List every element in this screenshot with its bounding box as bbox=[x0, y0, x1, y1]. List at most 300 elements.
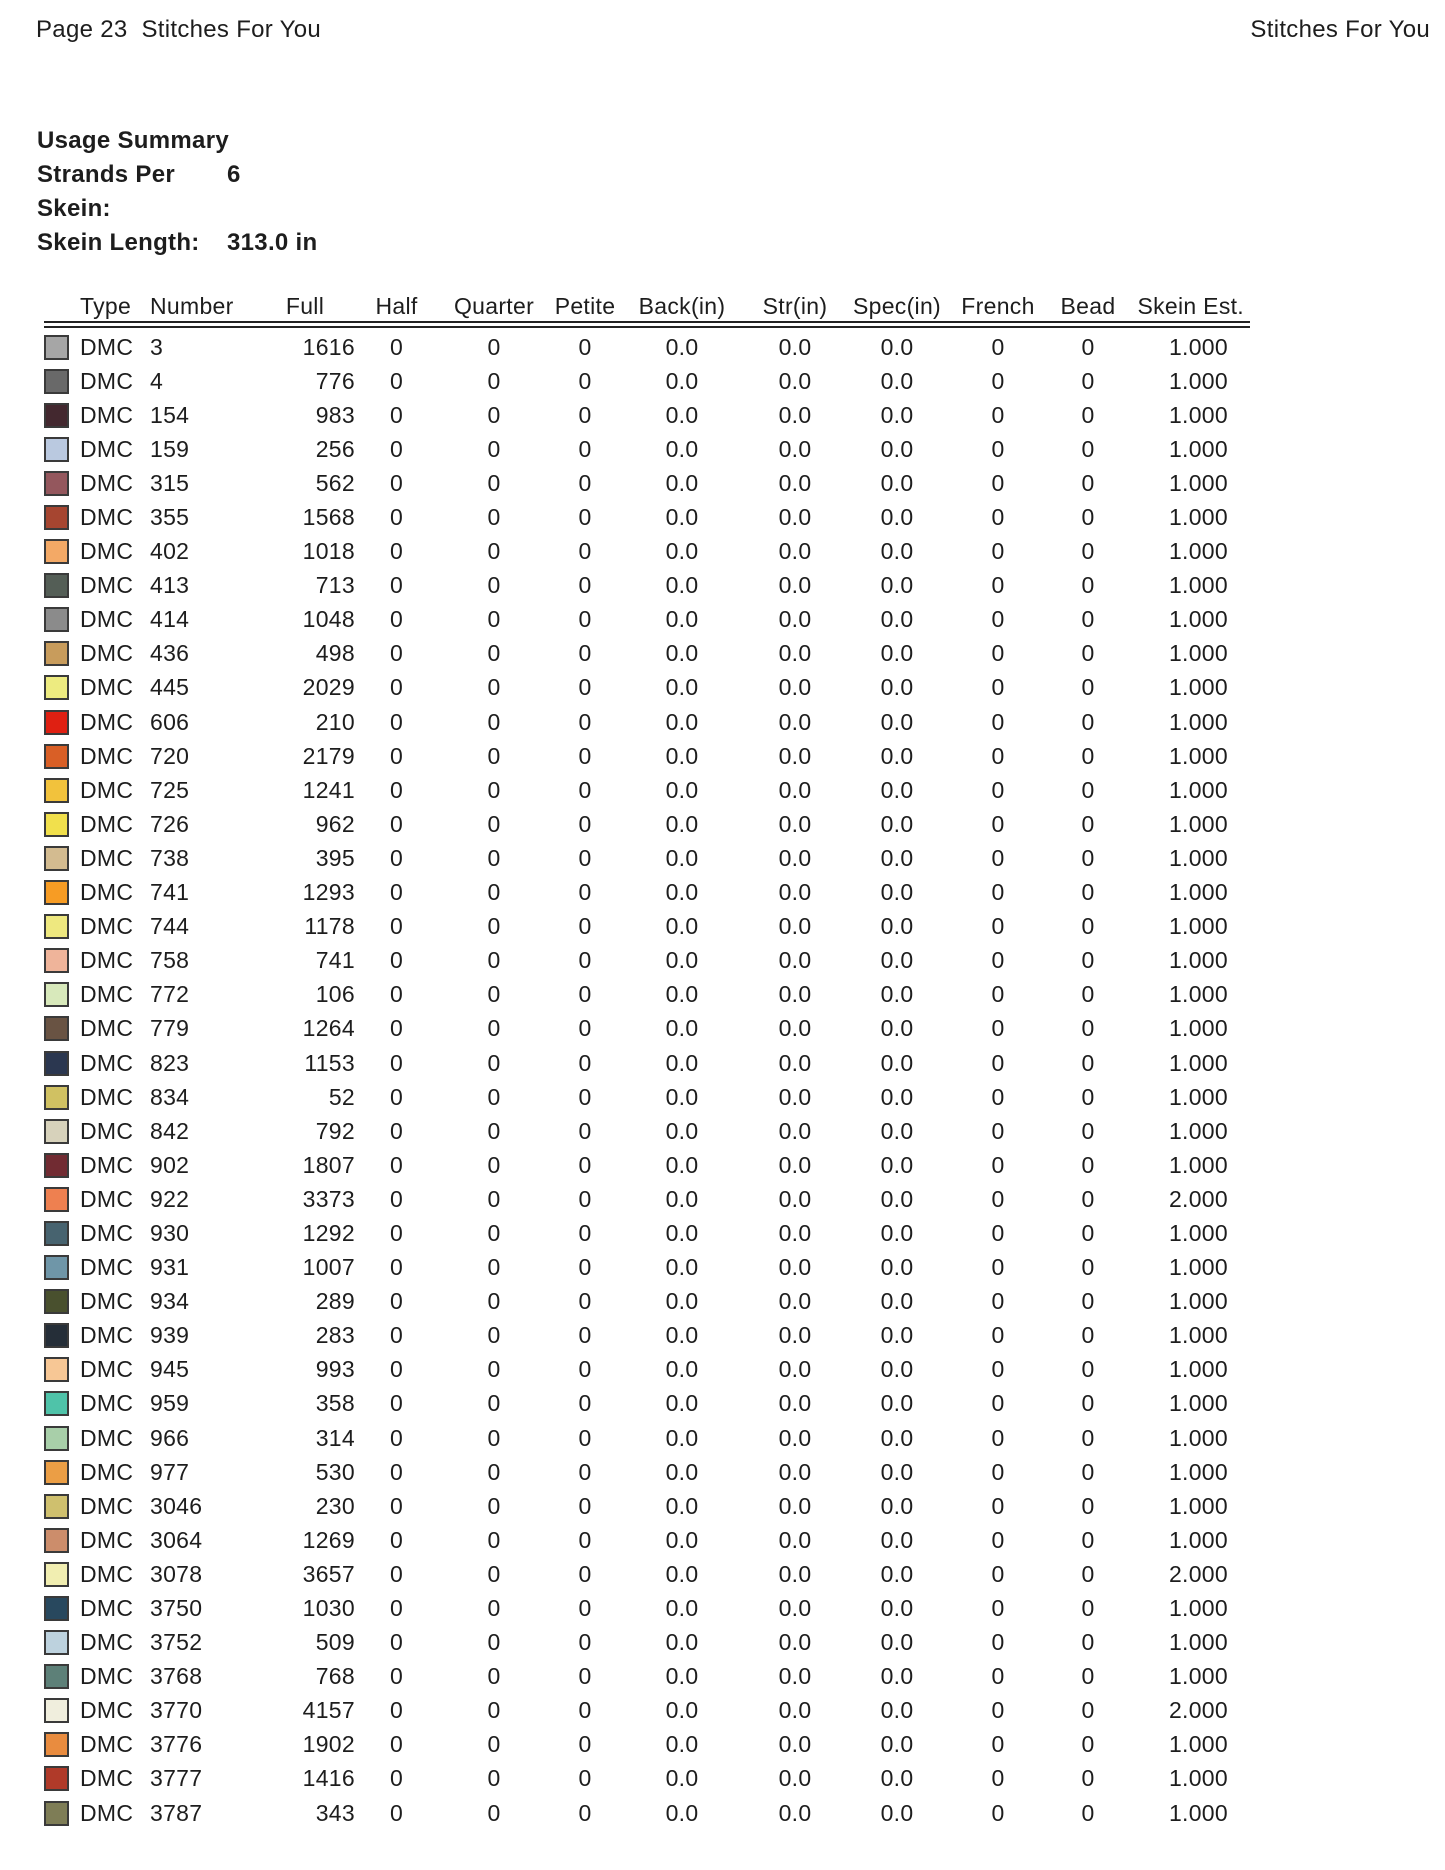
half-cell: 0 bbox=[389, 572, 404, 599]
type-cell: DMC bbox=[80, 640, 134, 667]
number-cell: 4 bbox=[150, 367, 164, 394]
number-cell: 3752 bbox=[150, 1629, 203, 1656]
swatch-cell bbox=[44, 778, 80, 803]
swatch-cell bbox=[44, 505, 80, 530]
full-cell: 1616 bbox=[302, 333, 355, 360]
swatch-cell bbox=[44, 1801, 80, 1826]
type-cell: DMC bbox=[80, 1390, 134, 1417]
color-swatch bbox=[44, 1664, 69, 1689]
back-in-cell: 0.0 bbox=[665, 1560, 699, 1587]
spec-in-cell: 0.0 bbox=[880, 435, 914, 462]
spec-in-cell: 0.0 bbox=[880, 1765, 914, 1792]
skein-est-cell: 1.000 bbox=[1168, 1629, 1228, 1656]
color-swatch bbox=[44, 778, 69, 803]
half-cell: 0 bbox=[389, 913, 404, 940]
type-cell: DMC bbox=[80, 708, 134, 735]
swatch-cell bbox=[44, 471, 80, 496]
table-row bbox=[44, 1626, 1250, 1660]
half-cell: 0 bbox=[389, 1151, 404, 1178]
color-swatch bbox=[44, 437, 69, 462]
table-row bbox=[44, 637, 1250, 671]
number-cell: 3750 bbox=[150, 1595, 203, 1622]
spec-in-cell: 0.0 bbox=[880, 879, 914, 906]
bead-cell: 0 bbox=[1081, 1731, 1095, 1758]
swatch-cell bbox=[44, 1460, 80, 1485]
bead-cell: 0 bbox=[1081, 879, 1095, 906]
number-cell: 413 bbox=[150, 572, 190, 599]
str-in-cell: 0.0 bbox=[778, 674, 812, 701]
header-cell-skein-est: Skein Est. bbox=[1137, 292, 1244, 319]
petite-cell: 0 bbox=[578, 1288, 592, 1315]
skein-est-cell: 1.000 bbox=[1168, 435, 1228, 462]
type-cell: DMC bbox=[80, 1697, 134, 1724]
type-cell: DMC bbox=[80, 1185, 134, 1212]
bead-cell: 0 bbox=[1081, 1424, 1095, 1451]
str-in-cell: 0.0 bbox=[778, 1697, 812, 1724]
back-in-cell: 0.0 bbox=[665, 1663, 699, 1690]
number-cell: 3770 bbox=[150, 1697, 203, 1724]
usage-summary bbox=[37, 124, 317, 260]
quarter-cell: 0 bbox=[487, 367, 501, 394]
bead-cell: 0 bbox=[1081, 1083, 1095, 1110]
french-cell: 0 bbox=[991, 1629, 1005, 1656]
skein-length-value: 313.0 in bbox=[227, 229, 318, 256]
str-in-cell: 0.0 bbox=[778, 1424, 812, 1451]
full-cell: 1416 bbox=[302, 1765, 355, 1792]
color-swatch bbox=[44, 1528, 69, 1553]
full-cell: 1153 bbox=[304, 1049, 355, 1076]
half-cell: 0 bbox=[389, 1185, 404, 1212]
petite-cell: 0 bbox=[578, 1049, 592, 1076]
color-swatch bbox=[44, 607, 69, 632]
number-cell: 934 bbox=[150, 1288, 190, 1315]
full-cell: 343 bbox=[315, 1799, 355, 1826]
back-in-cell: 0.0 bbox=[665, 1322, 699, 1349]
half-cell: 0 bbox=[389, 844, 404, 871]
number-cell: 842 bbox=[150, 1117, 190, 1144]
skein-est-cell: 1.000 bbox=[1168, 844, 1228, 871]
table-row bbox=[44, 1694, 1250, 1728]
table-row bbox=[44, 807, 1250, 841]
french-cell: 0 bbox=[991, 1697, 1005, 1724]
back-in-cell: 0.0 bbox=[665, 538, 699, 565]
table-row bbox=[44, 1353, 1250, 1387]
swatch-cell bbox=[44, 573, 80, 598]
bead-cell: 0 bbox=[1081, 1697, 1095, 1724]
petite-cell: 0 bbox=[578, 947, 592, 974]
spec-in-cell: 0.0 bbox=[880, 1697, 914, 1724]
spec-in-cell: 0.0 bbox=[880, 1117, 914, 1144]
color-swatch bbox=[44, 369, 69, 394]
back-in-cell: 0.0 bbox=[665, 1765, 699, 1792]
type-cell: DMC bbox=[80, 572, 134, 599]
swatch-cell bbox=[44, 1596, 80, 1621]
french-cell: 0 bbox=[991, 810, 1005, 837]
type-cell: DMC bbox=[80, 742, 134, 769]
french-cell: 0 bbox=[991, 1015, 1005, 1042]
skein-est-cell: 1.000 bbox=[1168, 1322, 1228, 1349]
back-in-cell: 0.0 bbox=[665, 1697, 699, 1724]
spec-in-cell: 0.0 bbox=[880, 1731, 914, 1758]
type-cell: DMC bbox=[80, 776, 134, 803]
petite-cell: 0 bbox=[578, 333, 592, 360]
bead-cell: 0 bbox=[1081, 1322, 1095, 1349]
french-cell: 0 bbox=[991, 1288, 1005, 1315]
quarter-cell: 0 bbox=[487, 1151, 501, 1178]
half-cell: 0 bbox=[389, 879, 404, 906]
color-swatch bbox=[44, 573, 69, 598]
full-cell: 358 bbox=[315, 1390, 355, 1417]
table-row bbox=[44, 1591, 1250, 1625]
spec-in-cell: 0.0 bbox=[880, 947, 914, 974]
french-cell: 0 bbox=[991, 1799, 1005, 1826]
type-cell: DMC bbox=[80, 1663, 134, 1690]
skein-est-cell: 1.000 bbox=[1168, 1799, 1228, 1826]
bead-cell: 0 bbox=[1081, 367, 1095, 394]
skein-est-cell: 1.000 bbox=[1168, 640, 1228, 667]
spec-in-cell: 0.0 bbox=[880, 1185, 914, 1212]
table-row bbox=[44, 1762, 1250, 1796]
str-in-cell: 0.0 bbox=[778, 1356, 812, 1383]
str-in-cell: 0.0 bbox=[778, 1322, 812, 1349]
page-top-header bbox=[36, 16, 1430, 44]
skein-est-cell: 2.000 bbox=[1168, 1185, 1228, 1212]
back-in-cell: 0.0 bbox=[665, 1731, 699, 1758]
skein-est-cell: 1.000 bbox=[1168, 401, 1228, 428]
color-swatch bbox=[44, 1153, 69, 1178]
petite-cell: 0 bbox=[578, 640, 592, 667]
str-in-cell: 0.0 bbox=[778, 1526, 812, 1553]
skein-est-cell: 2.000 bbox=[1168, 1697, 1228, 1724]
bead-cell: 0 bbox=[1081, 742, 1095, 769]
french-cell: 0 bbox=[991, 1083, 1005, 1110]
back-in-cell: 0.0 bbox=[665, 879, 699, 906]
full-cell: 1048 bbox=[302, 606, 355, 633]
skein-est-cell: 1.000 bbox=[1168, 1083, 1228, 1110]
quarter-cell: 0 bbox=[487, 776, 501, 803]
back-in-cell: 0.0 bbox=[665, 1526, 699, 1553]
swatch-cell bbox=[44, 1085, 80, 1110]
table-row bbox=[44, 1285, 1250, 1319]
quarter-cell: 0 bbox=[487, 879, 501, 906]
full-cell: 1293 bbox=[302, 879, 355, 906]
back-in-cell: 0.0 bbox=[665, 1254, 699, 1281]
str-in-cell: 0.0 bbox=[778, 401, 812, 428]
str-in-cell: 0.0 bbox=[778, 1049, 812, 1076]
table-row bbox=[44, 500, 1250, 534]
half-cell: 0 bbox=[389, 469, 404, 496]
half-cell: 0 bbox=[389, 504, 404, 531]
swatch-cell bbox=[44, 982, 80, 1007]
swatch-cell bbox=[44, 914, 80, 939]
half-cell: 0 bbox=[389, 1458, 404, 1485]
type-cell: DMC bbox=[80, 1049, 134, 1076]
color-swatch bbox=[44, 1426, 69, 1451]
bead-cell: 0 bbox=[1081, 572, 1095, 599]
str-in-cell: 0.0 bbox=[778, 1458, 812, 1485]
petite-cell: 0 bbox=[578, 1595, 592, 1622]
color-swatch bbox=[44, 812, 69, 837]
skein-est-cell: 1.000 bbox=[1168, 606, 1228, 633]
type-cell: DMC bbox=[80, 401, 134, 428]
swatch-cell bbox=[44, 607, 80, 632]
color-swatch bbox=[44, 403, 69, 428]
type-cell: DMC bbox=[80, 1799, 134, 1826]
spec-in-cell: 0.0 bbox=[880, 401, 914, 428]
quarter-cell: 0 bbox=[487, 1526, 501, 1553]
str-in-cell: 0.0 bbox=[778, 1117, 812, 1144]
quarter-cell: 0 bbox=[487, 674, 501, 701]
quarter-cell: 0 bbox=[487, 1254, 501, 1281]
type-cell: DMC bbox=[80, 367, 134, 394]
skein-est-cell: 1.000 bbox=[1168, 1492, 1228, 1519]
petite-cell: 0 bbox=[578, 1254, 592, 1281]
back-in-cell: 0.0 bbox=[665, 1083, 699, 1110]
petite-cell: 0 bbox=[578, 776, 592, 803]
french-cell: 0 bbox=[991, 776, 1005, 803]
petite-cell: 0 bbox=[578, 367, 592, 394]
french-cell: 0 bbox=[991, 401, 1005, 428]
str-in-cell: 0.0 bbox=[778, 742, 812, 769]
petite-cell: 0 bbox=[578, 1526, 592, 1553]
quarter-cell: 0 bbox=[487, 810, 501, 837]
type-cell: DMC bbox=[80, 879, 134, 906]
header-cell-bead: Bead bbox=[1060, 292, 1116, 319]
header-cell-half: Half bbox=[375, 292, 418, 319]
swatch-cell bbox=[44, 641, 80, 666]
table-row bbox=[44, 330, 1250, 364]
number-cell: 402 bbox=[150, 538, 190, 565]
number-cell: 3768 bbox=[150, 1663, 203, 1690]
petite-cell: 0 bbox=[578, 1015, 592, 1042]
number-cell: 959 bbox=[150, 1390, 190, 1417]
full-cell: 230 bbox=[315, 1492, 355, 1519]
petite-cell: 0 bbox=[578, 1151, 592, 1178]
bead-cell: 0 bbox=[1081, 981, 1095, 1008]
french-cell: 0 bbox=[991, 1390, 1005, 1417]
color-swatch bbox=[44, 1357, 69, 1382]
color-swatch bbox=[44, 1630, 69, 1655]
half-cell: 0 bbox=[389, 401, 404, 428]
half-cell: 0 bbox=[389, 1322, 404, 1349]
swatch-cell bbox=[44, 812, 80, 837]
half-cell: 0 bbox=[389, 1629, 404, 1656]
table-row bbox=[44, 1660, 1250, 1694]
swatch-cell bbox=[44, 1289, 80, 1314]
table-row bbox=[44, 1523, 1250, 1557]
number-cell: 725 bbox=[150, 776, 190, 803]
full-cell: 1902 bbox=[302, 1731, 355, 1758]
french-cell: 0 bbox=[991, 1560, 1005, 1587]
color-swatch bbox=[44, 1323, 69, 1348]
back-in-cell: 0.0 bbox=[665, 1356, 699, 1383]
table-row bbox=[44, 466, 1250, 500]
swatch-cell bbox=[44, 539, 80, 564]
type-cell: DMC bbox=[80, 435, 134, 462]
back-in-cell: 0.0 bbox=[665, 606, 699, 633]
french-cell: 0 bbox=[991, 1117, 1005, 1144]
french-cell: 0 bbox=[991, 606, 1005, 633]
str-in-cell: 0.0 bbox=[778, 572, 812, 599]
petite-cell: 0 bbox=[578, 844, 592, 871]
str-in-cell: 0.0 bbox=[778, 1288, 812, 1315]
petite-cell: 0 bbox=[578, 1731, 592, 1758]
french-cell: 0 bbox=[991, 742, 1005, 769]
skein-est-cell: 1.000 bbox=[1168, 1663, 1228, 1690]
table-row bbox=[44, 535, 1250, 569]
skein-est-cell: 1.000 bbox=[1168, 1117, 1228, 1144]
quarter-cell: 0 bbox=[487, 1629, 501, 1656]
header-cell-type: Type bbox=[80, 292, 132, 319]
swatch-cell bbox=[44, 1255, 80, 1280]
skein-est-cell: 1.000 bbox=[1168, 879, 1228, 906]
petite-cell: 0 bbox=[578, 1185, 592, 1212]
skein-est-cell: 1.000 bbox=[1168, 1390, 1228, 1417]
spec-in-cell: 0.0 bbox=[880, 367, 914, 394]
number-cell: 922 bbox=[150, 1185, 190, 1212]
half-cell: 0 bbox=[389, 810, 404, 837]
table-row bbox=[44, 1319, 1250, 1353]
bead-cell: 0 bbox=[1081, 1799, 1095, 1826]
swatch-cell bbox=[44, 675, 80, 700]
number-cell: 738 bbox=[150, 844, 190, 871]
full-cell: 106 bbox=[315, 981, 355, 1008]
back-in-cell: 0.0 bbox=[665, 1151, 699, 1178]
quarter-cell: 0 bbox=[487, 435, 501, 462]
number-cell: 966 bbox=[150, 1424, 190, 1451]
spec-in-cell: 0.0 bbox=[880, 674, 914, 701]
quarter-cell: 0 bbox=[487, 1731, 501, 1758]
spec-in-cell: 0.0 bbox=[880, 1560, 914, 1587]
color-swatch bbox=[44, 914, 69, 939]
back-in-cell: 0.0 bbox=[665, 1390, 699, 1417]
table-row bbox=[44, 705, 1250, 739]
str-in-cell: 0.0 bbox=[778, 1663, 812, 1690]
color-swatch bbox=[44, 982, 69, 1007]
petite-cell: 0 bbox=[578, 1424, 592, 1451]
back-in-cell: 0.0 bbox=[665, 1049, 699, 1076]
bead-cell: 0 bbox=[1081, 1254, 1095, 1281]
number-cell: 772 bbox=[150, 981, 190, 1008]
header-cell-str-in: Str(in) bbox=[762, 292, 828, 319]
table-row bbox=[44, 841, 1250, 875]
number-cell: 902 bbox=[150, 1151, 190, 1178]
bead-cell: 0 bbox=[1081, 640, 1095, 667]
bead-cell: 0 bbox=[1081, 674, 1095, 701]
back-in-cell: 0.0 bbox=[665, 1799, 699, 1826]
table-row bbox=[44, 1148, 1250, 1182]
french-cell: 0 bbox=[991, 1151, 1005, 1178]
spec-in-cell: 0.0 bbox=[880, 1492, 914, 1519]
color-swatch bbox=[44, 505, 69, 530]
quarter-cell: 0 bbox=[487, 981, 501, 1008]
color-swatch bbox=[44, 471, 69, 496]
swatch-cell bbox=[44, 1528, 80, 1553]
table-row bbox=[44, 1796, 1250, 1830]
full-cell: 1018 bbox=[302, 538, 355, 565]
back-in-cell: 0.0 bbox=[665, 708, 699, 735]
skein-est-cell: 1.000 bbox=[1168, 1458, 1228, 1485]
spec-in-cell: 0.0 bbox=[880, 742, 914, 769]
color-swatch bbox=[44, 1460, 69, 1485]
color-swatch bbox=[44, 1016, 69, 1041]
spec-in-cell: 0.0 bbox=[880, 810, 914, 837]
half-cell: 0 bbox=[389, 1083, 404, 1110]
skein-est-cell: 1.000 bbox=[1168, 708, 1228, 735]
quarter-cell: 0 bbox=[487, 1492, 501, 1519]
type-cell: DMC bbox=[80, 1424, 134, 1451]
petite-cell: 0 bbox=[578, 469, 592, 496]
type-cell: DMC bbox=[80, 504, 134, 531]
number-cell: 931 bbox=[150, 1254, 190, 1281]
bead-cell: 0 bbox=[1081, 947, 1095, 974]
type-cell: DMC bbox=[80, 810, 134, 837]
type-cell: DMC bbox=[80, 1288, 134, 1315]
quarter-cell: 0 bbox=[487, 1799, 501, 1826]
type-cell: DMC bbox=[80, 1526, 134, 1553]
swatch-cell bbox=[44, 403, 80, 428]
str-in-cell: 0.0 bbox=[778, 1731, 812, 1758]
type-cell: DMC bbox=[80, 333, 134, 360]
french-cell: 0 bbox=[991, 1663, 1005, 1690]
color-swatch bbox=[44, 1119, 69, 1144]
french-cell: 0 bbox=[991, 469, 1005, 496]
quarter-cell: 0 bbox=[487, 1390, 501, 1417]
color-swatch bbox=[44, 1494, 69, 1519]
table-row bbox=[44, 1489, 1250, 1523]
spec-in-cell: 0.0 bbox=[880, 333, 914, 360]
quarter-cell: 0 bbox=[487, 401, 501, 428]
table-row bbox=[44, 876, 1250, 910]
petite-cell: 0 bbox=[578, 572, 592, 599]
quarter-cell: 0 bbox=[487, 538, 501, 565]
number-cell: 939 bbox=[150, 1322, 190, 1349]
number-cell: 3787 bbox=[150, 1799, 203, 1826]
bead-cell: 0 bbox=[1081, 1356, 1095, 1383]
full-cell: 2029 bbox=[302, 674, 355, 701]
str-in-cell: 0.0 bbox=[778, 1083, 812, 1110]
petite-cell: 0 bbox=[578, 401, 592, 428]
number-cell: 758 bbox=[150, 947, 190, 974]
full-cell: 498 bbox=[315, 640, 355, 667]
number-cell: 726 bbox=[150, 810, 190, 837]
petite-cell: 0 bbox=[578, 810, 592, 837]
str-in-cell: 0.0 bbox=[778, 913, 812, 940]
str-in-cell: 0.0 bbox=[778, 1629, 812, 1656]
strands-per-skein-label: Strands Per Skein: bbox=[37, 161, 176, 222]
quarter-cell: 0 bbox=[487, 1117, 501, 1144]
color-swatch bbox=[44, 1732, 69, 1757]
color-swatch bbox=[44, 675, 69, 700]
header-cell-number: Number bbox=[150, 292, 234, 319]
color-swatch bbox=[44, 1596, 69, 1621]
number-cell: 436 bbox=[150, 640, 190, 667]
french-cell: 0 bbox=[991, 333, 1005, 360]
bead-cell: 0 bbox=[1081, 333, 1095, 360]
color-swatch bbox=[44, 335, 69, 360]
back-in-cell: 0.0 bbox=[665, 1117, 699, 1144]
full-cell: 962 bbox=[315, 810, 355, 837]
back-in-cell: 0.0 bbox=[665, 844, 699, 871]
color-swatch bbox=[44, 1562, 69, 1587]
petite-cell: 0 bbox=[578, 1390, 592, 1417]
half-cell: 0 bbox=[389, 1765, 404, 1792]
quarter-cell: 0 bbox=[487, 469, 501, 496]
table-row bbox=[44, 978, 1250, 1012]
full-cell: 283 bbox=[315, 1322, 355, 1349]
str-in-cell: 0.0 bbox=[778, 947, 812, 974]
quarter-cell: 0 bbox=[487, 1219, 501, 1246]
